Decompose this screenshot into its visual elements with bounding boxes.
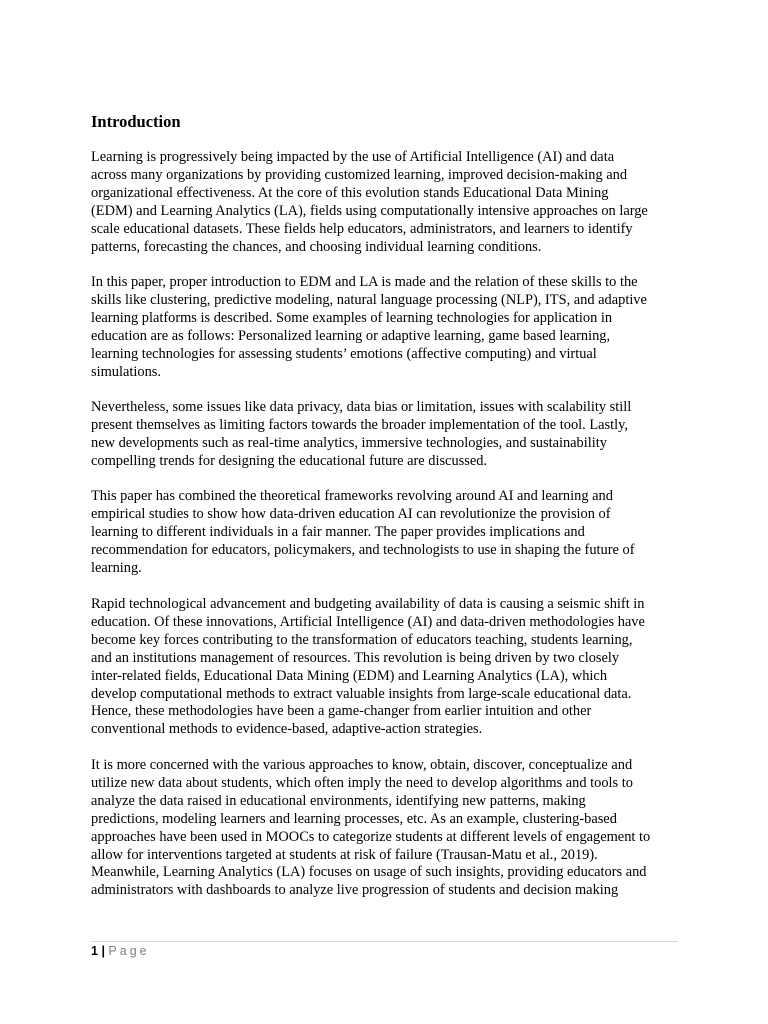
text-line: inter-related fields, Educational Data Mining (EDM) and Learning Analytics (LA), which: [91, 667, 608, 684]
text-line: learning platforms is described. Some examples of learning technologies for application in: [91, 309, 613, 326]
text-line: organizational effectiveness. At the core of this evolution stands Educational Data Mining: [91, 184, 609, 201]
text-line: Meanwhile, Learning Analytics (LA) focuses on usage of such insights, providing educators and: [91, 864, 647, 881]
paragraph-1: [91, 149, 691, 256]
paragraph-2: [91, 274, 691, 381]
text-line: predictions, modeling learners and learning processes, etc. As an example, clustering-based: [91, 810, 617, 827]
text-line: and an institutions management of resources. This revolution is being driven by two closely: [91, 649, 620, 666]
text-line: across many organizations by providing customized learning, improved decision-making and: [91, 166, 628, 183]
text-line: In this paper, proper introduction to EDM and LA is made and the relation of these skills to the: [91, 274, 638, 290]
text-line: It is more concerned with the various approaches to know, obtain, discover, conceptualize and: [91, 757, 633, 773]
text-line: learning.: [91, 559, 142, 576]
page-footer: [91, 943, 150, 959]
text-line: skills like clustering, predictive modeling, natural language processing (NLP), ITS, and adaptive: [91, 291, 647, 308]
footer-divider: [91, 941, 678, 942]
text-line: learning to different individuals in a fair manner. The paper provides implications and: [91, 523, 585, 540]
section-heading: Introduction: [91, 112, 181, 131]
text-line: Hence, these methodologies have been a game-changer from earlier intuition and other: [91, 703, 592, 720]
page-number: 1: [91, 944, 98, 958]
text-line: compelling trends for designing the educational future are discussed.: [91, 452, 488, 469]
text-line: scale educational datasets. These fields help educators, administrators, and learners to identify: [91, 220, 633, 237]
text-line: simulations.: [91, 363, 161, 380]
footer-separator: |: [101, 944, 105, 958]
text-line: analyze the data raised in educational environments, identifying new patterns, making: [91, 792, 586, 809]
text-line: Nevertheless, some issues like data privacy, data bias or limitation, issues with scalability still: [91, 399, 632, 415]
text-line: learning technologies for assessing students’ emotions (affective computing) and virtual: [91, 345, 597, 362]
text-line: recommendation for educators, policymakers, and technologists to use in shaping the future of: [91, 541, 635, 558]
paragraph-3: [91, 399, 691, 471]
paragraph-6: [91, 757, 691, 900]
text-line: This paper has combined the theoretical frameworks revolving around AI and learning and: [91, 488, 613, 504]
text-line: (EDM) and Learning Analytics (LA), fields using computationally intensive approaches on large: [91, 202, 648, 219]
text-line: approaches have been used in MOOCs to categorize students at different levels of engagement to: [91, 828, 651, 845]
text-line: patterns, forecasting the chances, and choosing individual learning conditions.: [91, 238, 542, 255]
text-line: allow for interventions targeted at students at risk of failure (Trausan-Matu et al., 2019).: [91, 846, 598, 863]
text-line: present themselves as limiting factors towards the broader implementation of the tool. Lastly,: [91, 416, 628, 433]
text-line: utilize new data about students, which often imply the need to develop algorithms and tools to: [91, 774, 633, 791]
paragraph-5: [91, 596, 691, 739]
text-line: conventional methods to evidence-based, adaptive-action strategies.: [91, 721, 483, 738]
page-label: Page: [108, 944, 150, 958]
text-line: Rapid technological advancement and budgeting availability of data is causing a seismic shift in: [91, 596, 645, 612]
text-line: Learning is progressively being impacted by the use of Artificial Intelligence (AI) and data: [91, 149, 615, 165]
text-line: education. Of these innovations, Artificial Intelligence (AI) and data-driven methodologies have: [91, 613, 645, 630]
text-line: education are as follows: Personalized learning or adaptive learning, game based learning,: [91, 327, 611, 344]
paragraph-4: [91, 488, 691, 578]
text-line: become key forces contributing to the transformation of educators teaching, students learning,: [91, 631, 633, 648]
text-line: develop computational methods to extract valuable insights from large-scale educational data.: [91, 685, 632, 702]
text-line: new developments such as real-time analytics, immersive technologies, and sustainability: [91, 434, 607, 451]
text-line: administrators with dashboards to analyze live progression of students and decision making: [91, 882, 619, 899]
text-line: empirical studies to show how data-driven education AI can revolutionize the provision of: [91, 505, 611, 522]
